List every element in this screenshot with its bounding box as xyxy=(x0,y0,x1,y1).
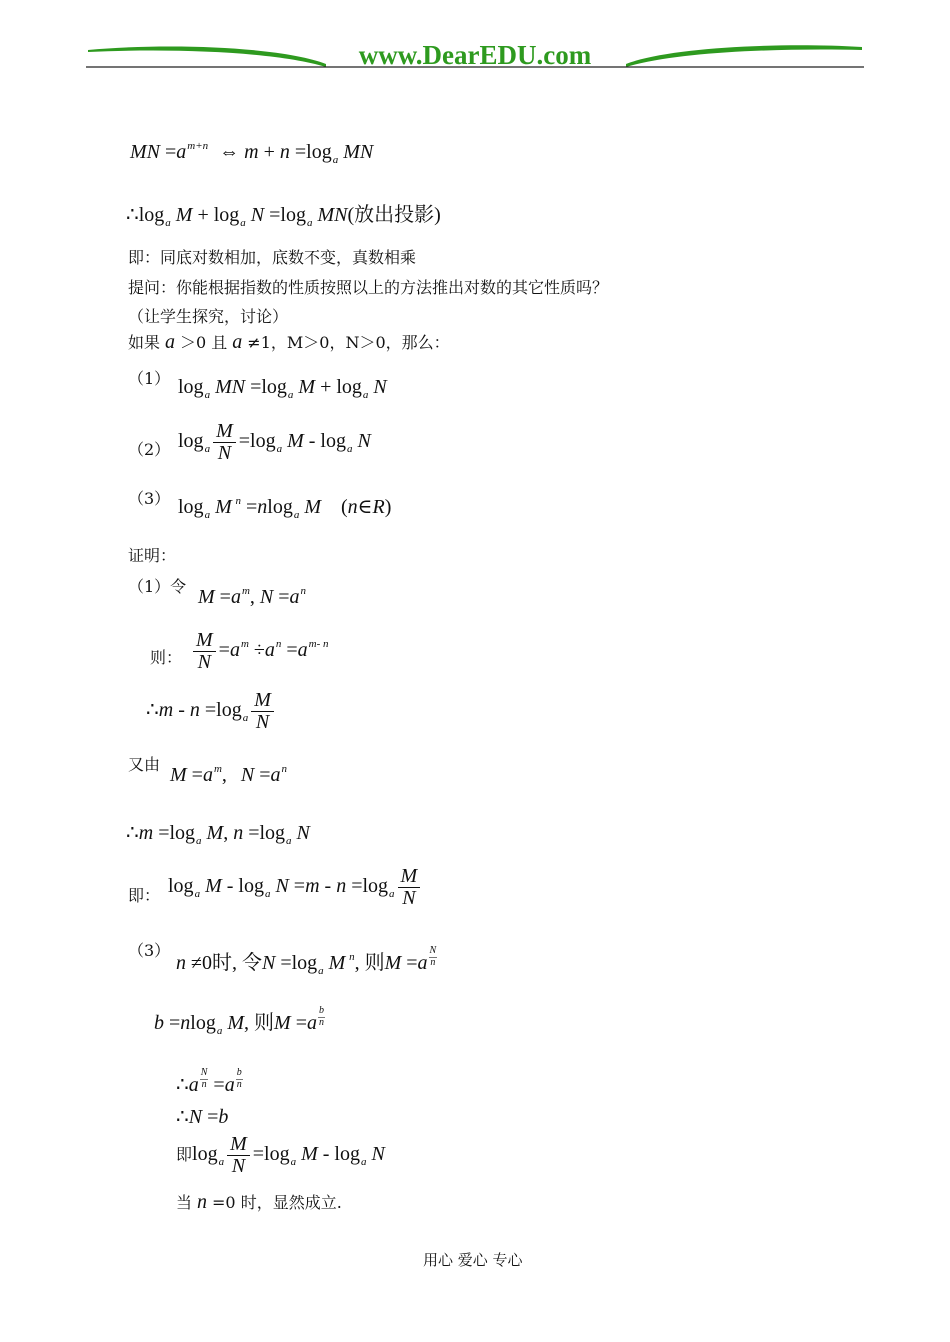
proof1-formula: $M =a^m$, $N =a^n$ xyxy=(198,585,307,608)
discuss-note: （让学生探究，讨论） xyxy=(128,307,289,326)
b-formula: b =nlog$_a$ M, 则M =a $\frac{b}{n}$ xyxy=(154,1005,324,1037)
footer-text: 用心 爱心 专心 xyxy=(423,1251,523,1269)
site-name: www.DearEDU.com xyxy=(358,40,592,70)
a-power-equal-formula: ∴a $\frac{N}{n}$ =a $\frac{b}{n}$ xyxy=(176,1067,242,1096)
quotient-formula: $\frac{M}{N}$ $=a^m \div a^n =a^{m- n}$ xyxy=(190,630,329,673)
prop1-formula: $\log_a$ MN $=\log_a$ $M + \log_a N$ xyxy=(178,376,387,401)
ji2-label: 即： xyxy=(128,886,161,905)
ji3-formula: 即$\log_a$ $\frac{M}{N}$ $=\log_a$ M - $\log_a N$ xyxy=(176,1133,385,1177)
youyou-formula: $M =a^m$, $N =a^n$ xyxy=(170,763,288,786)
ji2-formula: $\log_a M - \log_a N =m - n =\log_a$ $\frac{M}{N}$ xyxy=(168,866,423,909)
formula-mn: MN $=a^{m+n}$ ⇔ $m + n =\log_a$ MN xyxy=(130,140,374,166)
case3-label: （3） xyxy=(128,941,171,960)
case3-formula: n ≠0时, 令$N =\log_a$ M $^n$, 则M =a $\frac{N}{n}$ xyxy=(176,945,437,977)
prop3-label: （3） xyxy=(128,489,171,508)
condition-line: 如果 a ＞0 且 a ≠1，M＞0，N＞0，那么： xyxy=(128,331,450,353)
prop3-formula: $\log_a M$ $^n$ =nlog$_a$ M (n∈R) xyxy=(178,495,392,521)
ze-label: 则： xyxy=(150,648,183,667)
n-equals-b-formula: ∴N =b xyxy=(176,1106,229,1128)
m-minus-n-formula: ∴m - $n =\log_a$ $\frac{M}{N}$ xyxy=(146,690,277,733)
youyou-label: 又由 xyxy=(128,755,161,774)
mn-log-formula: ∴m $=\log_a$ M, $n =\log_a$ N xyxy=(126,822,310,847)
question: 提问：你能根据指数的性质按照以上的方法推出对数的其它性质吗？ xyxy=(128,278,609,297)
prop2-label: （2） xyxy=(128,440,171,459)
proof1-label: （1）令 xyxy=(128,577,187,596)
proof-label: 证明： xyxy=(128,546,177,565)
prop2-formula: $\log_a$ $\frac{M}{N}$ $=\log_a$ M - $\log_a N$ xyxy=(178,420,371,464)
dang-line: 当 n =0 时，显然成立. xyxy=(176,1191,342,1213)
formula-log-sum: $\therefore\log_a$ $M + \log_a N =\log_a$ MN(放出投影) xyxy=(126,204,441,229)
header-logo xyxy=(86,40,864,72)
prop1-label: （1） xyxy=(128,369,171,388)
statement-ji: 即：同底对数相加，底数不变，真数相乘 xyxy=(128,248,417,267)
